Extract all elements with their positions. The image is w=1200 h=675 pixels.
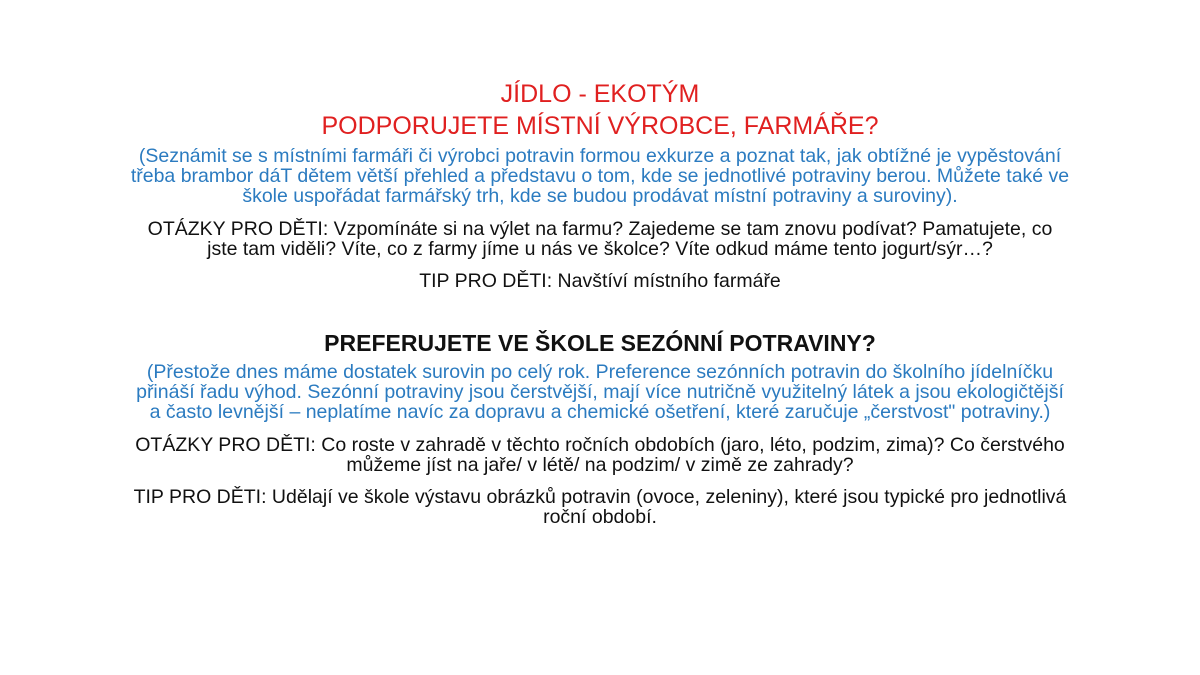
section1-tip-for-children: TIP PRO DĚTI: Navštíví místního farmáře xyxy=(419,270,781,292)
slide-title: JÍDLO - EKOTÝM xyxy=(500,80,700,108)
section1-question: PODPORUJETE MÍSTNÍ VÝROBCE, FARMÁŘE? xyxy=(321,112,879,140)
section2-heading: PREFERUJETE VE ŠKOLE SEZÓNNÍ POTRAVINY? xyxy=(324,330,876,356)
section1-description: (Seznámit se s místními farmáři či výrobci potravin formou exkurze a poznat tak, jak obtížné je vypěstování třeba brambor dáT dětem větší přehled a představu o tom, kde se jednotlivé potraviny berou. Můžete také ve škole uspořádat farmářský trh, kde se budou prodávat místní potraviny a suroviny). xyxy=(130,145,1070,207)
section2-description: (Přestože dnes máme dostatek surovin po celý rok. Preference sezónních potravin do školního jídelníčku přináší řadu výhod. Sezónní potraviny jsou čerstvější, mají více nutričně využitelný látek a jsou ekologičtější a často levnější – neplatíme navíc za dopravu a chemické ošetření, které zaručuje „čerstvost" potraviny.) xyxy=(136,361,1064,423)
slide-content xyxy=(130,78,1070,527)
section2-tip-for-children: TIP PRO DĚTI: Udělají ve škole výstavu obrázků potravin (ovoce, zeleniny), které jsou typické pro jednotlivá roční období. xyxy=(133,486,1067,528)
section1-questions-for-children: OTÁZKY PRO DĚTI: Vzpomínáte si na výlet na farmu? Zajedeme se tam znovu podívat? Pamatujete, co jste tam viděli? Víte, co z farmy jíme u nás ve školce? Víte odkud máme tento jogurt/sýr…? xyxy=(147,218,1053,260)
section2-questions-for-children: OTÁZKY PRO DĚTI: Co roste v zahradě v těchto ročních obdobích (jaro, léto, podzim, zima)? Co čerstvého můžeme jíst na jaře/ v létě/ na podzim/ v zimě ze zahrady? xyxy=(135,434,1065,476)
